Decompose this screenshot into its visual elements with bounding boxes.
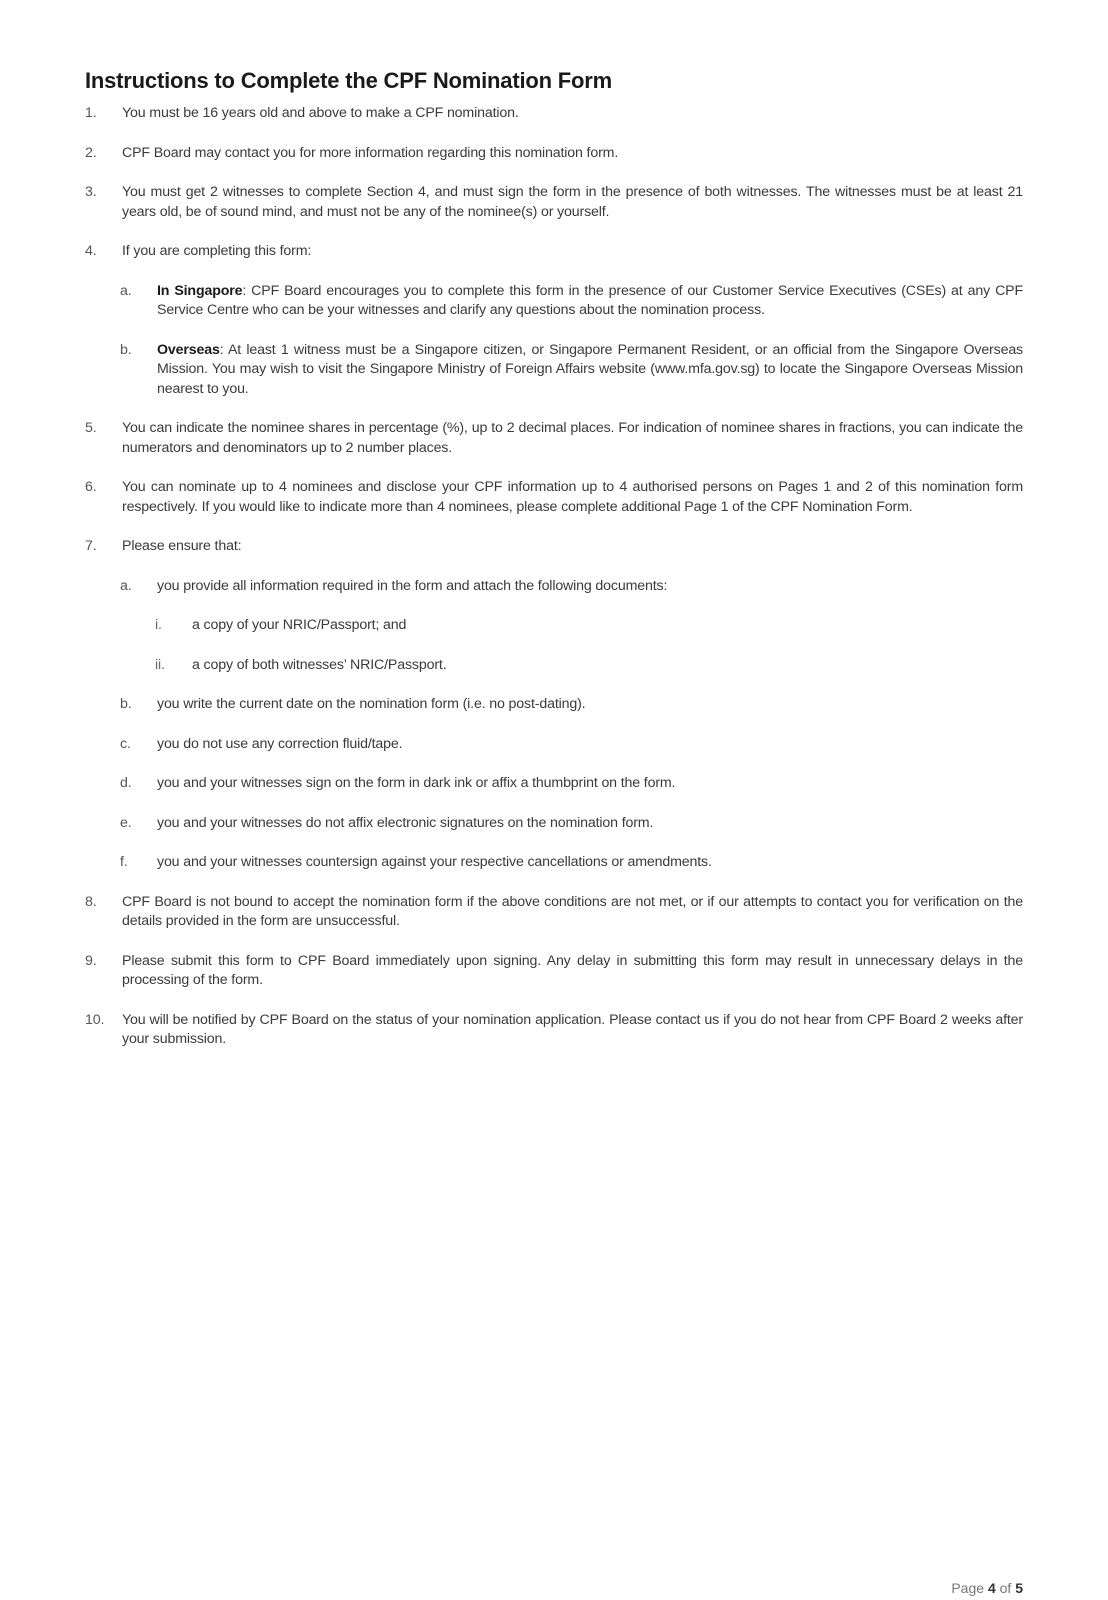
sub-item-letter: a. — [120, 577, 132, 594]
instruction-7a-i — [85, 616, 1023, 636]
item-text: CPF Board may contact you for more information regarding this nomination form. — [122, 144, 619, 161]
instruction-8 — [85, 893, 1023, 932]
item-text: Please submit this form to CPF Board immediately upon signing. Any delay in submitting this form may result in unnecessary delays in the processing of the form. — [122, 952, 1023, 988]
sub-sub-item-text: a copy of your NRIC/Passport; and — [192, 617, 407, 633]
item-number: 7. — [85, 538, 97, 554]
sub-item-text: : At least 1 witness must be a Singapore citizen, or Singapore Permanent Resident, or an official from the Singapore Overseas Mission. You may wish to visit the Singapore Ministry of Foreign Affairs website (www.mfa.gov.sg) to locate the Singapore Overseas Mission nearest to you. — [157, 341, 1023, 397]
instruction-10 — [85, 1011, 1023, 1050]
item-text: CPF Board is not bound to accept the nomination form if the above conditions are not met, or if our attempts to contact you for verification on the details provided in the form are unsuccessful. — [122, 893, 1023, 929]
item-number: 10. — [85, 1011, 105, 1028]
instruction-9 — [85, 952, 1023, 991]
instruction-7c — [85, 735, 1023, 755]
sub-item-letter: d. — [120, 775, 132, 791]
sub-item-text: you and your witnesses do not affix electronic signatures on the nomination form. — [157, 814, 654, 831]
instruction-7a — [85, 577, 1023, 597]
current-page: 4 — [987, 1580, 996, 1596]
instruction-7 — [85, 537, 1023, 557]
sub-item-letter: b. — [120, 341, 132, 358]
sub-item-letter: a. — [120, 282, 132, 299]
instruction-4b — [85, 341, 1023, 400]
sub-item-text: you and your witnesses countersign against your respective cancellations or amendments. — [157, 854, 712, 870]
sub-item-letter: b. — [120, 696, 132, 712]
sub-item-letter: f. — [120, 854, 128, 870]
sub-item-letter: c. — [120, 735, 131, 752]
page-of: of — [995, 1580, 1016, 1596]
item-number: 9. — [85, 952, 97, 969]
instruction-7a-ii — [85, 656, 1023, 676]
item-number: 6. — [85, 479, 97, 495]
instruction-1 — [85, 104, 1023, 124]
sub-item-text: you provide all information required in the form and attach the following documents: — [157, 577, 668, 594]
item-number: 4. — [85, 243, 97, 259]
item-text: You can indicate the nominee shares in percentage (%), up to 2 decimal places. For indication of nominee shares in fractions, you can indicate the numerators and denominators up to 2 number places. — [122, 420, 1023, 456]
sub-item-letter: e. — [120, 814, 132, 831]
item-number: 8. — [85, 893, 97, 910]
instruction-7d — [85, 774, 1023, 794]
page-number — [951, 1580, 1023, 1596]
sub-item-key: Overseas — [157, 341, 220, 358]
page-title: Instructions to Complete the CPF Nomination Form — [85, 68, 612, 93]
instruction-2 — [85, 144, 1023, 164]
item-number: 1. — [85, 105, 97, 121]
sub-sub-item-text: a copy of both witnesses’ NRIC/Passport. — [192, 656, 447, 673]
sub-item-text: you write the current date on the nomination form (i.e. no post-dating). — [157, 696, 586, 712]
sub-item-text: : CPF Board encourages you to complete this form in the presence of our Customer Service Executives (CSEs) at any CPF Service Centre who can be your witnesses and clarify any questions about the nomination process. — [157, 282, 1023, 318]
item-text: You will be notified by CPF Board on the status of your nomination application. Please contact us if you do not hear from CPF Board 2 weeks after your submission. — [122, 1011, 1023, 1047]
instruction-5 — [85, 419, 1023, 458]
sub-item-text: you do not use any correction fluid/tape. — [157, 735, 403, 752]
total-pages: 5 — [1015, 1580, 1023, 1596]
instruction-7f — [85, 853, 1023, 873]
item-number: 3. — [85, 184, 97, 200]
item-text: If you are completing this form: — [122, 243, 312, 259]
item-text: You must get 2 witnesses to complete Section 4, and must sign the form in the presence of both witnesses. The witnesses must be at least 21 years old, be of sound mind, and must not be any of the nominee(s) or yourself. — [122, 184, 1023, 220]
sub-sub-item-numeral: i. — [155, 617, 162, 633]
instruction-4 — [85, 242, 1023, 262]
sub-item-text: you and your witnesses sign on the form in dark ink or affix a thumbprint on the form. — [157, 775, 676, 791]
instruction-7e — [85, 814, 1023, 834]
instruction-7b — [85, 695, 1023, 715]
item-text: You can nominate up to 4 nominees and disclose your CPF information up to 4 authorised persons on Pages 1 and 2 of this nomination form respectively. If you would like to indicate more than 4 nominees, please complete additional Page 1 of the CPF Nomination Form. — [122, 479, 1023, 515]
instruction-list — [85, 104, 1023, 1070]
item-text: You must be 16 years old and above to make a CPF nomination. — [122, 105, 519, 121]
item-text: Please ensure that: — [122, 538, 242, 554]
sub-item-key: In Singapore — [157, 282, 243, 299]
instruction-6 — [85, 478, 1023, 517]
instruction-4a — [85, 282, 1023, 321]
item-number: 2. — [85, 144, 97, 161]
instruction-3 — [85, 183, 1023, 222]
sub-sub-item-numeral: ii. — [155, 656, 165, 673]
item-number: 5. — [85, 420, 97, 436]
page-prefix: Page — [951, 1580, 988, 1596]
